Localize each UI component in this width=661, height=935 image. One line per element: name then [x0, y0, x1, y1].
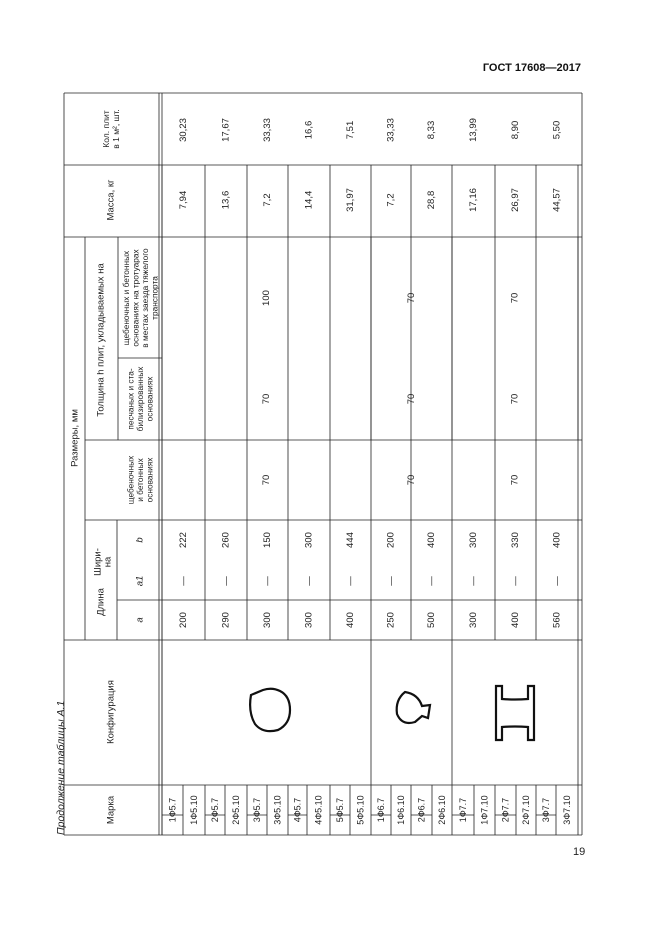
cell-thickness-3: 70	[406, 292, 417, 304]
cell-qty: 8,90	[510, 120, 521, 140]
mark-cell: 2Ф7.10	[521, 795, 531, 825]
cell-mass: 13,6	[220, 190, 232, 210]
cell-b: 150	[262, 532, 273, 548]
cell-thickness-1: 70	[509, 474, 521, 486]
cell-a: 300	[262, 612, 273, 628]
header-qty-line: в 1 м², шт.	[111, 109, 121, 149]
cell-b: 260	[220, 532, 232, 548]
mark-cell: 4Ф5.7	[292, 797, 303, 823]
cell-b: 330	[510, 532, 521, 548]
cell-thickness-2: 70	[261, 393, 272, 405]
cell-b: 400	[551, 532, 563, 548]
standard-code: ГОСТ 17608—2017	[482, 62, 581, 74]
cell-qty: 17,67	[220, 118, 232, 142]
configuration-shapes	[250, 686, 534, 740]
tile-shape-f7	[496, 686, 534, 740]
cell-qty: 33,33	[262, 118, 273, 142]
header-thick3-line: основаниях на тротуарах	[130, 249, 141, 347]
cell-a1: —	[551, 576, 563, 586]
cell-mass: 7,2	[385, 193, 397, 207]
cell-b: 222	[178, 532, 189, 548]
header-a: a	[134, 617, 146, 623]
cell-a: 400	[510, 612, 521, 628]
mark-cell: 5Ф5.7	[335, 797, 345, 823]
header-width-line: Шири-	[92, 548, 104, 576]
cell-a1: —	[178, 576, 189, 586]
header-mass: Масса, кг	[105, 179, 117, 221]
mark-cell: 1Ф6.7	[376, 797, 386, 823]
cell-b: 400	[426, 532, 437, 548]
cell-a: 400	[345, 612, 356, 628]
header-length: Длина	[95, 588, 107, 616]
cell-a: 200	[178, 612, 189, 628]
header-thick2-line: песчаных и ста-	[125, 368, 136, 430]
tile-shape-f5	[250, 689, 290, 731]
header-thick3-line: щебеночных и бетонных	[120, 250, 131, 346]
cell-a1: —	[220, 576, 232, 586]
cell-a: 300	[468, 612, 479, 628]
cell-qty: 33,33	[385, 118, 397, 142]
cell-thickness-3: 100	[261, 290, 272, 306]
cell-a: 290	[220, 612, 232, 628]
mark-cell: 1Ф6.10	[396, 795, 406, 825]
cell-a1: —	[426, 576, 437, 586]
cell-qty: 16,6	[303, 120, 315, 140]
cell-qty: 30,23	[178, 118, 189, 142]
cell-b: 444	[345, 532, 356, 548]
header-thickness: Толщина h плит, укладываемых на	[95, 263, 107, 417]
header-qty-line: Кол. плит	[101, 110, 111, 148]
mark-cell: 1Ф5.7	[167, 797, 178, 823]
cell-a: 560	[551, 612, 563, 628]
page-number: 19	[573, 846, 586, 858]
cell-mass: 17,16	[468, 188, 479, 212]
cell-thickness-2: 70	[509, 393, 521, 405]
header-thick2-line: билизированных	[135, 366, 145, 432]
mark-cell: 5Ф5.10	[355, 795, 366, 825]
cell-a1: —	[510, 576, 521, 586]
header-a1: a1	[134, 575, 146, 587]
cell-thickness-1: 70	[406, 474, 417, 486]
header-thick1-line: и бетонных	[135, 458, 145, 502]
mark-cell: 2Ф7.7	[500, 797, 511, 823]
cell-mass: 28,8	[426, 190, 437, 210]
cell-b: 300	[468, 532, 479, 548]
cell-a1: —	[385, 576, 397, 586]
cell-qty: 8,33	[426, 120, 437, 140]
cell-a1: —	[262, 576, 273, 586]
header-thick1-line: щебеночных	[125, 455, 136, 505]
mark-cell: 2Ф5.7	[210, 797, 220, 823]
header-thick1-line: основаниях	[144, 457, 155, 503]
cell-mass: 14,4	[303, 190, 315, 210]
cell-thickness-3: 70	[509, 292, 521, 304]
table-caption: Продолжение таблицы А.1	[55, 700, 67, 835]
mark-cell: 3Ф5.10	[272, 795, 283, 825]
cell-b: 200	[385, 532, 397, 548]
cell-a1: —	[468, 576, 479, 586]
header-b: b	[134, 537, 146, 543]
mark-cell: 1Ф7.10	[479, 795, 490, 825]
cell-mass: 44,57	[551, 188, 563, 212]
cell-mass: 26,97	[510, 188, 521, 212]
header-mark: Марка	[105, 795, 117, 825]
header-dimensions: Размеры, мм	[69, 409, 81, 467]
mark-cell: 2Ф5.10	[231, 795, 241, 825]
cell-a1: —	[303, 576, 315, 586]
cell-qty: 13,99	[468, 118, 479, 142]
cell-a1: —	[345, 576, 356, 586]
mark-cell: 2Ф6.10	[437, 795, 447, 825]
cell-thickness-2: 70	[406, 393, 417, 405]
mark-cell: 1Ф7.7	[458, 797, 468, 823]
mark-cell: 3Ф7.10	[562, 795, 572, 825]
header-width-line: на	[102, 556, 114, 568]
header-thick2-line: основаниях	[144, 376, 155, 422]
cell-a: 500	[426, 612, 437, 628]
mark-cell: 1Ф5.10	[189, 795, 199, 825]
mark-cell: 3Ф7.7	[541, 797, 551, 823]
mark-cell: 4Ф5.10	[313, 795, 324, 825]
mark-cell: 2Ф6.7	[416, 797, 427, 823]
tile-shape-f6	[397, 692, 430, 723]
header-thick3-line: в местах заезда тяжелого	[139, 248, 150, 348]
cell-mass: 7,94	[178, 190, 189, 210]
header-configuration: Конфигурация	[105, 680, 117, 744]
cell-mass: 31,97	[345, 188, 356, 212]
cell-a: 300	[303, 612, 315, 628]
cell-a: 250	[385, 612, 397, 628]
cell-qty: 5,50	[551, 120, 563, 140]
mark-cell: 3Ф5.7	[252, 797, 262, 823]
header-thick3-line: транспорта	[149, 276, 160, 320]
cell-qty: 7,51	[345, 120, 356, 140]
cell-thickness-1: 70	[261, 474, 272, 486]
cell-b: 300	[303, 532, 315, 548]
cell-mass: 7,2	[262, 193, 273, 207]
